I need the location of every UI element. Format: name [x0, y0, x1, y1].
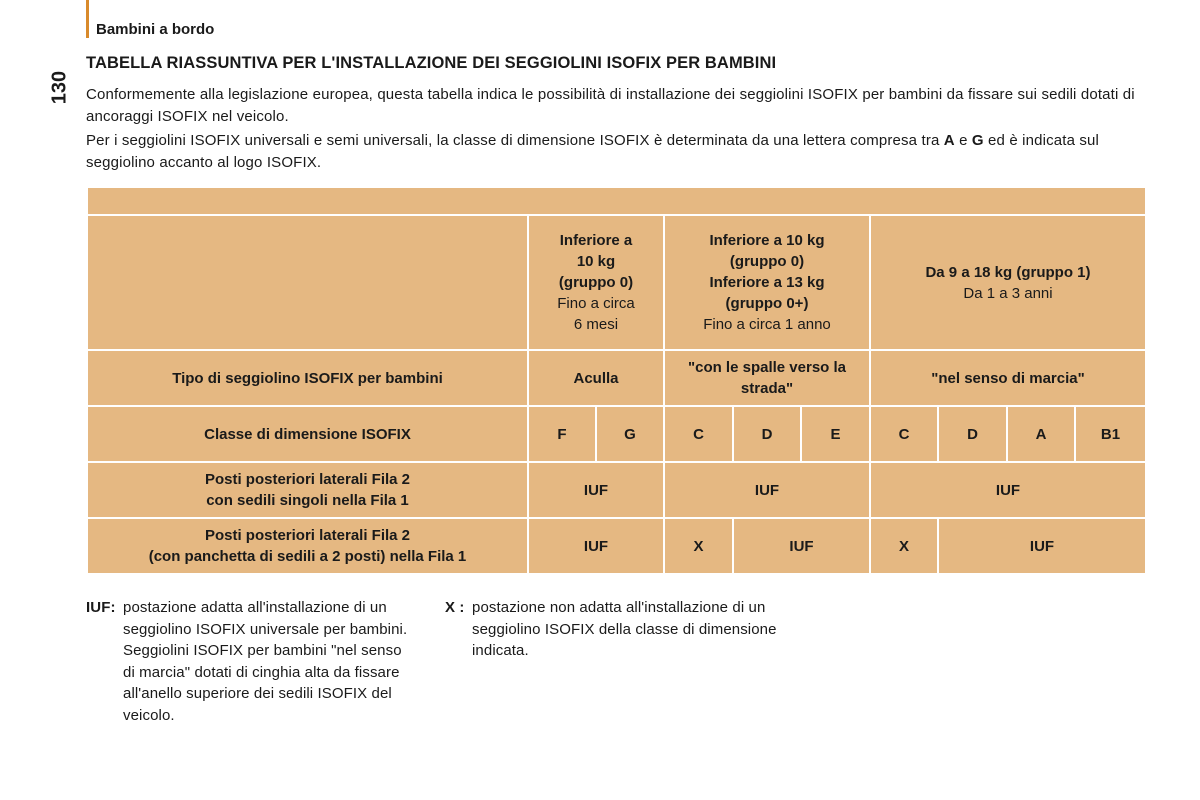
group-0plus-cell — [664, 215, 870, 350]
intro-text — [86, 84, 1158, 176]
single-seats-group-0plus: IUF — [664, 462, 870, 518]
group-1-age: Da 1 a 3 anni — [963, 284, 1053, 302]
page-title: TABELLA RIASSUNTIVA PER L'INSTALLAZIONE DEI SEGGIOLINI ISOFIX PER BAMBINI — [86, 54, 777, 72]
table-row-type — [87, 350, 1146, 406]
legend-x-text: postazione non adatta all'installazione di un seggiolino ISOFIX della classe di dimensione indicata. — [472, 599, 777, 659]
single-seats-label-line1: Posti posteriori laterali Fila 2 — [204, 471, 411, 488]
class-cell: D — [733, 406, 801, 462]
group-0-age2: 6 mesi — [573, 316, 619, 333]
type-label: Tipo di seggiolino ISOFIX per bambini — [87, 350, 528, 406]
class-cell: E — [801, 406, 870, 462]
table-row-class — [87, 406, 1146, 462]
table-row-groups — [87, 215, 1146, 350]
bench-label-line1: Posti posteriori laterali Fila 2 — [204, 527, 411, 544]
single-seats-label-line2: con sedili singoli nella Fila 1 — [206, 492, 409, 509]
bench-group-0plus-de: IUF — [733, 518, 870, 574]
single-seats-label — [87, 462, 528, 518]
class-letter-a: A — [943, 132, 955, 149]
type-group-1: "nel senso di marcia" — [870, 350, 1146, 406]
group-0-line3: (gruppo 0) — [558, 274, 634, 291]
group-0plus-line4: (gruppo 0+) — [725, 295, 809, 312]
group-0-age1: Fino a circa — [557, 295, 635, 312]
intro-paragraph-2 — [86, 130, 1158, 174]
class-cell: C — [664, 406, 733, 462]
group-0-line2: 10 kg — [576, 253, 616, 270]
class-cell: A — [1007, 406, 1075, 462]
intro-p2-end: ed è indicata sul seggiolino accanto al logo ISOFIX. — [86, 132, 1100, 171]
table-header-band — [87, 187, 1146, 215]
intro-paragraph-1: Conformemente alla legislazione europea, questa tabella indica le possibilità di installazione dei seggiolini ISOFIX per bambini da fissare sui sedili dotati di ancoraggi ISOFIX nel veicolo. — [86, 86, 1135, 125]
group-0plus-line2: (gruppo 0) — [729, 253, 805, 270]
bench-label-line2: (con panchetta di sedili a 2 posti) nella Fila 1 — [148, 548, 467, 565]
bench-group-0plus-c: X — [664, 518, 733, 574]
bench-group-1-rest: IUF — [938, 518, 1146, 574]
class-cell: B1 — [1075, 406, 1146, 462]
class-label: Classe di dimensione ISOFIX — [87, 406, 528, 462]
legend-x — [445, 597, 785, 662]
groups-empty-cell — [87, 215, 528, 350]
table-row-bench — [87, 518, 1146, 574]
group-0-cell — [528, 215, 664, 350]
legend-iuf-key: IUF: — [86, 599, 116, 616]
intro-p2-start: Per i seggiolini ISOFIX universali e semi universali, la classe di dimensione ISOFIX è determinata da una lettera compresa tra — [86, 132, 944, 149]
single-seats-group-0: IUF — [528, 462, 664, 518]
legend-iuf-text: postazione adatta all'installazione di un seggiolino ISOFIX universale per bambini. Seggiolini ISOFIX per bambini "nel senso di marcia" dotati di cinghia alta da fissare all'anello superiore dei sedili ISOFIX del veicolo. — [123, 599, 408, 724]
group-1-cell — [870, 215, 1146, 350]
group-0-line1: Inferiore a — [559, 232, 633, 249]
class-letter-g: G — [971, 132, 984, 149]
page-number: 130 — [48, 70, 71, 105]
type-group-0: Aculla — [528, 350, 664, 406]
bench-group-1-c: X — [870, 518, 938, 574]
section-accent-bar — [86, 0, 89, 38]
isofix-table — [86, 186, 1147, 575]
group-0plus-line3: Inferiore a 13 kg — [709, 274, 825, 291]
intro-p2-and: e — [954, 132, 972, 149]
class-cell: G — [596, 406, 664, 462]
group-0plus-age: Fino a circa 1 anno — [703, 316, 831, 333]
class-cell: C — [870, 406, 938, 462]
section-title: Bambini a bordo — [96, 21, 215, 38]
header-band-cell — [87, 187, 1146, 215]
group-1-line1: Da 9 a 18 kg (gruppo 1) — [925, 263, 1091, 281]
legend-iuf — [86, 597, 416, 726]
table-row-single-seats — [87, 462, 1146, 518]
class-cell: D — [938, 406, 1007, 462]
bench-label — [87, 518, 528, 574]
type-group-0plus: "con le spalle verso la strada" — [664, 350, 870, 406]
bench-group-0: IUF — [528, 518, 664, 574]
single-seats-group-1: IUF — [870, 462, 1146, 518]
class-cell: F — [528, 406, 596, 462]
group-0plus-line1: Inferiore a 10 kg — [709, 232, 825, 249]
legend-x-key: X : — [445, 599, 465, 616]
